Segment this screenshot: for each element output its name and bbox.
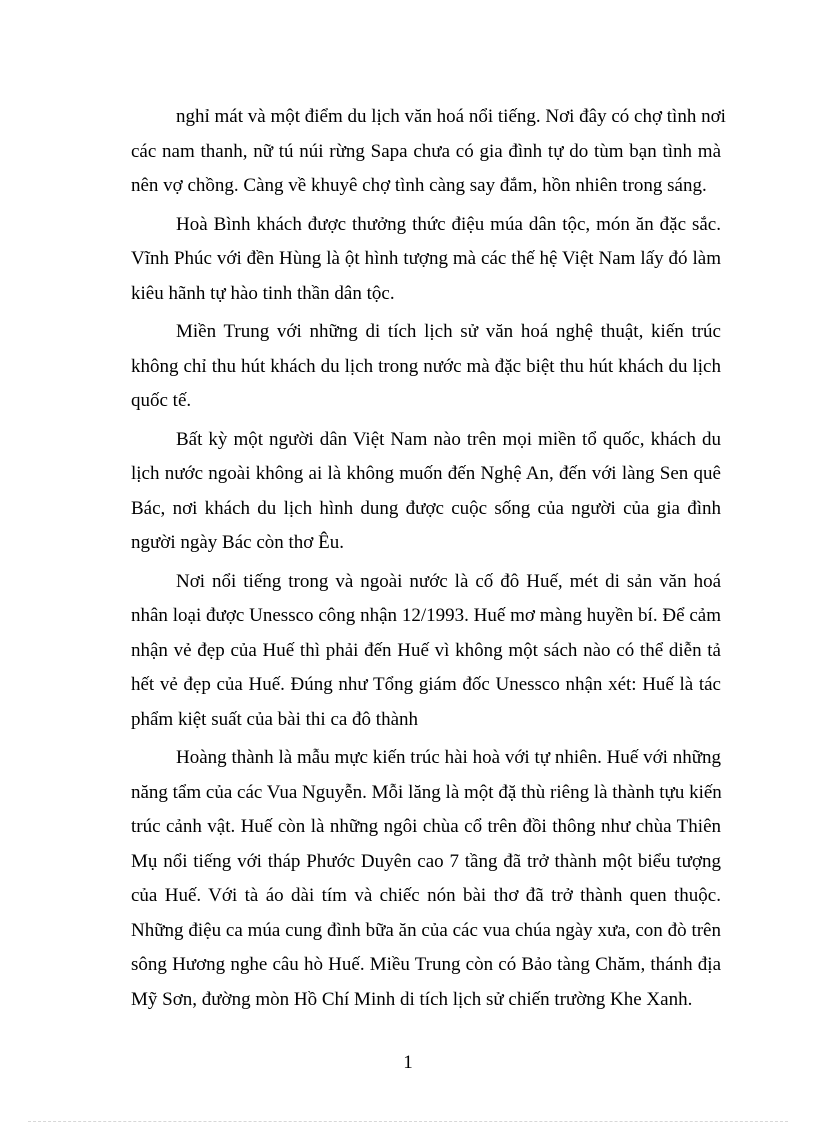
text-line: nên vợ chồng. Càng về khuyê chợ tình càng say đắm, hồn nhiên trong sáng.: [131, 175, 707, 196]
text-line: nghỉ mát và một điểm du lịch văn hoá nổi tiếng. Nơi đây có chợ tình nơi: [176, 106, 726, 127]
text-line: phẩm kiệt suất của bài thi ca đô thành: [131, 708, 419, 730]
text-line: các nam thanh, nữ tú núi rừng Sapa chưa có gia đình tự do tùm bạn tình mà: [131, 140, 721, 162]
text-line: người ngày Bác còn thơ Êu.: [131, 532, 344, 553]
text-line: kiêu hãnh tự hào tinh thần dân tộc.: [131, 282, 395, 304]
text-line: Mụ nổi tiếng với tháp Phước Duyên cao 7 tầng đã trở thành một biểu tượng: [131, 850, 721, 872]
text-line: Mỹ Sơn, đường mòn Hồ Chí Minh di tích lịch sử chiến trường Khe Xanh.: [131, 988, 693, 1010]
paragraph: [131, 741, 721, 1017]
text-line: Bất kỳ một người dân Việt Nam nào trên mọi miền tổ quốc, khách du: [176, 428, 721, 450]
text-line: của Huế. Với tà áo dài tím và chiếc nón bài thơ đã trở thành quen thuộc.: [131, 885, 721, 906]
paragraph: [131, 565, 721, 738]
text-line: Những điệu ca múa cung đình bữa ăn của các vua chúa ngày xưa, con đò trên: [131, 919, 721, 941]
text-line: nhận vẻ đẹp của Huế thì phải đến Huế vì không một sách nào có thể diễn tả: [131, 639, 721, 661]
text-line: Vĩnh Phúc với đền Hùng là ột hình tượng mà các thế hệ Việt Nam lấy đó làm: [131, 248, 721, 269]
paragraph: [131, 208, 721, 312]
text-line: trúc cảnh vật. Huế còn là những ngôi chùa cổ trên đồi thông như chùa Thiên: [131, 816, 721, 837]
text-line: Nơi nổi tiếng trong và ngoài nước là cố đô Huế, mét di sản văn hoá: [176, 570, 721, 592]
text-line: Hoà Bình khách được thưởng thức điệu múa dân tộc, món ăn đặc sắc.: [176, 213, 721, 235]
text-line: nhân loại được Unessco công nhận 12/1993. Huế mơ màng huyền bí. Để cảm: [131, 605, 721, 626]
text-line: hết vẻ đẹp của Huế. Đúng như Tổng giám đốc Unessco nhận xét: Huế là tác: [131, 674, 721, 695]
paragraph: [131, 423, 721, 561]
text-line: không chỉ thu hút khách du lịch trong nước mà đặc biệt thu hút khách du lịch: [131, 355, 721, 377]
text-line: sông Hương nghe câu hò Huế. Miều Trung còn có Bảo tàng Chăm, thánh địa: [131, 954, 721, 975]
text-line: quốc tế.: [131, 390, 192, 411]
paragraph: [131, 100, 726, 204]
text-line: Miền Trung với những di tích lịch sử văn hoá nghệ thuật, kiến trúc: [176, 321, 721, 342]
text-line: Bác, nơi khách du lịch hình dung được cuộc sống của người của gia đình: [131, 497, 721, 519]
text-line: năng tẩm của các Vua Nguyễn. Mỗi lăng là một đặ thù riêng là thành tựu kiến: [131, 781, 722, 803]
text-line: Hoàng thành là mẫu mực kiến trúc hài hoà với tự nhiên. Huế với những: [176, 747, 721, 768]
page-bottom-divider: [28, 1121, 788, 1122]
body-text: [131, 100, 726, 1021]
paragraph: [131, 315, 721, 419]
page-number: 1: [403, 1052, 413, 1073]
text-line: lịch nước ngoài không ai là không muốn đến Nghệ An, đến với làng Sen quê: [131, 463, 721, 484]
